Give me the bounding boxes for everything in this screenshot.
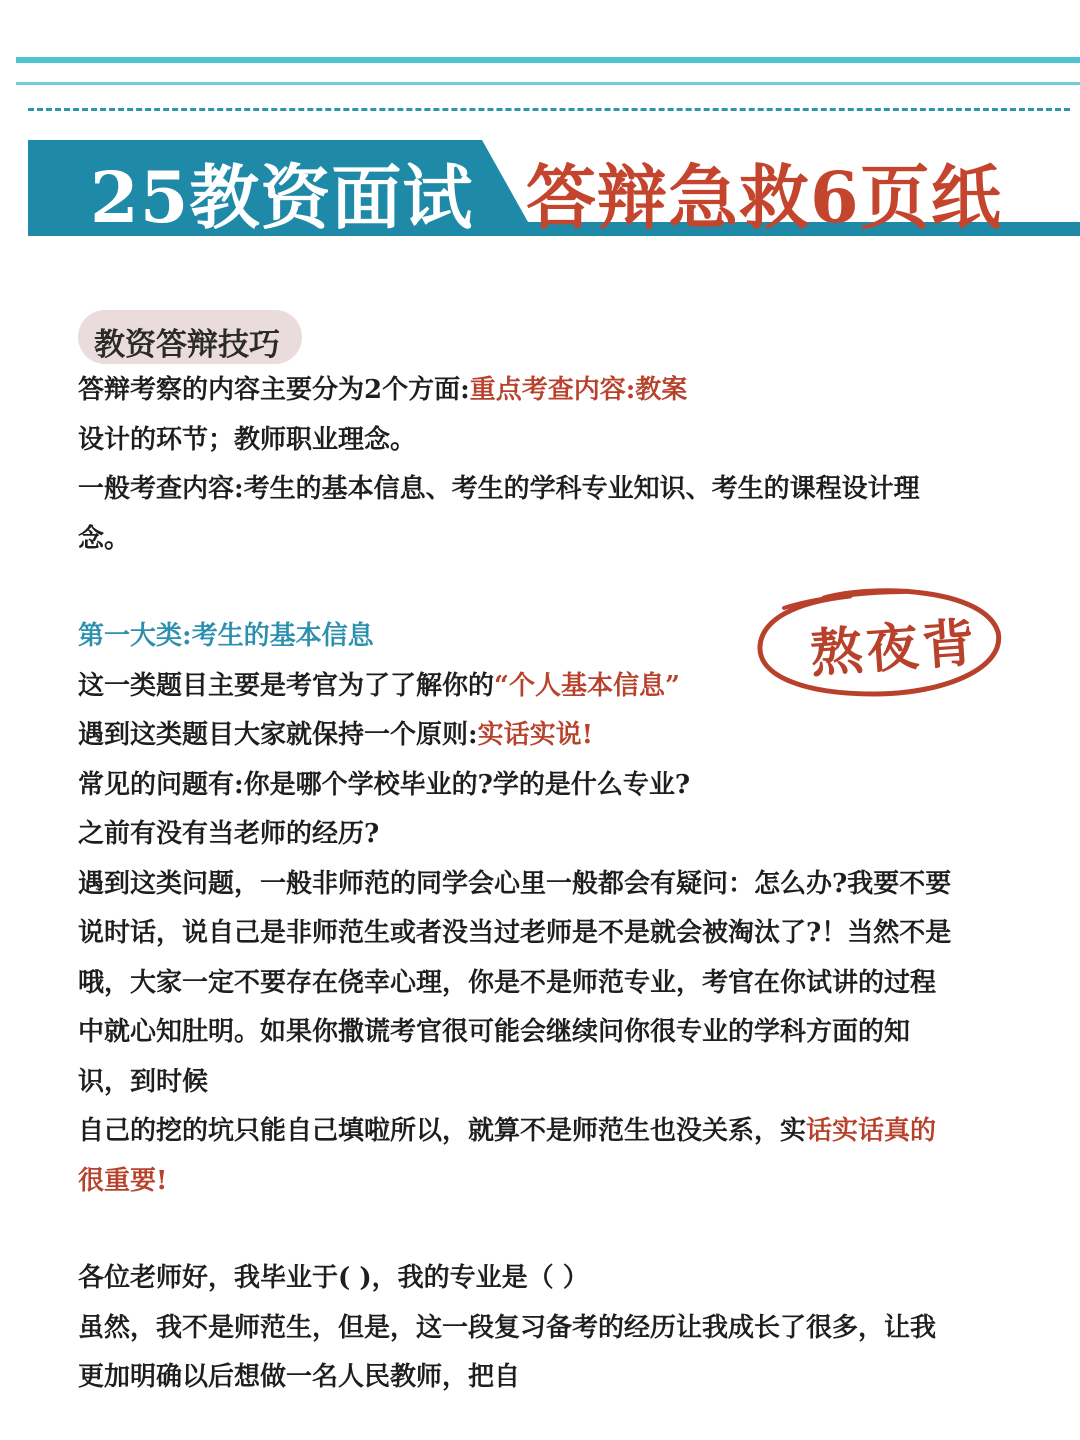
title-right: 答辩急救6页纸 — [526, 156, 1002, 239]
sample-line-1: 各位老师好，我毕业于( )，我的专业是（ ） — [78, 1263, 589, 1293]
title-left: 25教资面试 — [90, 156, 474, 239]
section1-line-2 — [78, 711, 1013, 761]
section1-line-5: 遇到这类问题，一般非师范的同学会心里一般都会有疑问：怎么办?我要不要 — [78, 868, 952, 899]
sample-line-3: 更加明确以后想做一名人民教师，把自 — [78, 1362, 521, 1392]
section1-line-9: 识，到时候 — [78, 1066, 209, 1097]
section1-line-6: 说时话，说自己是非师范生或者没当过老师是不是就会被淘汰了?！当然不是 — [78, 918, 952, 948]
intro-line-1-highlight: 重点考查内容:教案 — [469, 375, 688, 405]
section1-line-11: 很重要! — [78, 1165, 168, 1196]
section1-heading: 第一大类:考生的基本信息 — [78, 621, 374, 651]
section1-line-2-text: 遇到这类题目大家就保持一个原则: — [78, 720, 478, 750]
dashed-divider — [28, 108, 1070, 111]
intro-line-1-text: 答辩考察的内容主要分为2个方面: — [78, 375, 470, 405]
section1-line-10-highlight: 话实话真的 — [806, 1116, 937, 1146]
section1-line-1-highlight: “个人基本信息” — [494, 670, 680, 701]
sample-line-2: 虽然，我不是师范生，但是，这一段复习备考的经历让我成长了很多，让我 — [78, 1312, 937, 1343]
section1-line-10-text: 自己的挖的坑只能自己填啦所以，就算不是师范生也没关系，实 — [78, 1116, 807, 1146]
section1-line-1-text: 这一类题目主要是考官为了了解你的 — [78, 670, 495, 701]
title-banner — [28, 132, 1080, 240]
stamp-text: 熬夜背 — [808, 613, 981, 685]
section1-line-10 — [78, 1107, 1013, 1157]
top-rule-thin — [16, 82, 1080, 85]
section-tag-label: 教资答辩技巧 — [94, 327, 280, 363]
section1-line-8: 中就心知肚明。如果你撒谎考官很可能会继续问你很专业的学科方面的知 — [78, 1017, 911, 1047]
section1-line-4: 之前有没有当老师的经历? — [78, 819, 380, 849]
sample-answer-paragraph — [78, 1254, 1013, 1403]
section1-line-2-highlight: 实话实说! — [477, 720, 594, 750]
intro-line-1 — [78, 366, 1013, 416]
top-rule-thick — [16, 57, 1080, 63]
section1-line-1 — [78, 662, 1013, 712]
intro-line-2: 设计的环节；教师职业理念。 — [78, 424, 417, 455]
intro-line-3: 一般考查内容:考生的基本信息、考生的学科专业知识、考生的课程设计理 — [78, 474, 920, 504]
intro-paragraph — [78, 366, 1013, 564]
section1-line-3: 常见的问题有:你是哪个学校毕业的?学的是什么专业? — [78, 769, 691, 800]
section-tag — [78, 310, 302, 364]
intro-line-4: 念。 — [78, 523, 131, 554]
section1-paragraph — [78, 612, 1013, 1206]
section1-line-7: 哦，大家一定不要存在侥幸心理，你是不是师范专业，考官在你试讲的过程 — [78, 967, 937, 998]
